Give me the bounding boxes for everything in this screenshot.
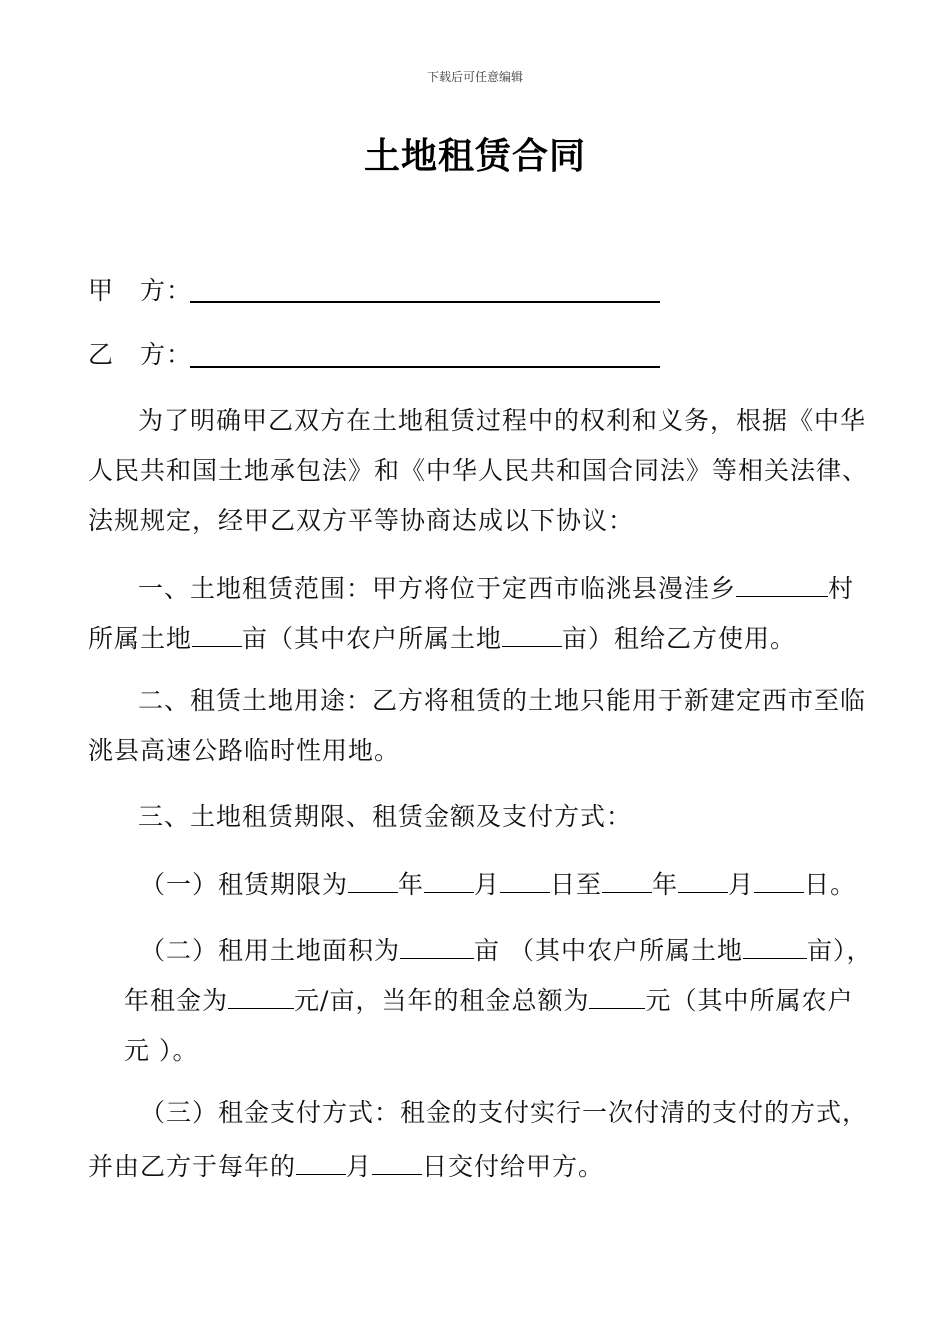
term-day: 日至 <box>550 870 603 899</box>
party-a-label: 甲 方： <box>88 276 193 305</box>
area-farmer: 亩 （其中农户所属土地 <box>474 936 743 965</box>
payment-line-2 <box>88 1150 604 1182</box>
term-month-2: 月 <box>728 870 755 899</box>
rent-per-mu-blank <box>228 984 294 1009</box>
clause-1-farmer: 亩（其中农户所属土地 <box>242 624 503 653</box>
clause-1-village: 村 <box>828 574 855 603</box>
payment-label: 并由乙方于每年的 <box>88 1152 297 1181</box>
clause-1-end: 亩）租给乙方使用。 <box>562 624 797 653</box>
party-a-blank <box>190 277 660 303</box>
party-b-blank <box>190 342 660 368</box>
start-year-blank <box>348 868 398 893</box>
area-blank <box>192 622 242 647</box>
rent-label: 年租金为 <box>124 986 229 1015</box>
area-line-2 <box>124 984 853 1016</box>
term-year-2: 年 <box>652 870 679 899</box>
clause-1-line-1 <box>138 572 854 604</box>
term-day-2: 日。 <box>804 870 857 899</box>
start-month-blank <box>424 868 474 893</box>
clause-1-text: 一、土地租赁范围：甲方将位于定西市临洮县漫洼乡 <box>138 574 737 603</box>
area-end: 亩）， <box>806 936 873 965</box>
farmer-area-blank <box>502 622 562 647</box>
rent-total-blank <box>589 984 645 1009</box>
clause-3-heading: 三、土地租赁期限、租赁金额及支付方式： <box>138 802 633 831</box>
rent-farmer-label: 元（其中所属农户 <box>645 986 854 1015</box>
term-label: （一）租赁期限为 <box>140 870 349 899</box>
start-day-blank <box>500 868 550 893</box>
end-year-blank <box>602 868 652 893</box>
area-line-3: 元 ）。 <box>124 1036 199 1065</box>
village-blank <box>736 572 828 597</box>
area-label: （二）租用土地面积为 <box>140 936 401 965</box>
end-day-blank <box>754 868 804 893</box>
payment-day-blank <box>372 1150 422 1175</box>
payment-line-1: （三）租金支付方式：租金的支付实行一次付清的支付的方式， <box>140 1098 869 1127</box>
clause-1-land: 所属土地 <box>88 624 193 653</box>
header-note: 下载后可任意编辑 <box>426 70 523 84</box>
payment-end: 日交付给甲方。 <box>422 1152 605 1181</box>
term-month: 月 <box>474 870 501 899</box>
page-title: 土地租赁合同 <box>363 136 586 177</box>
payment-month-blank <box>296 1150 346 1175</box>
preamble-line-2: 人民共和国土地承包法》和《中华人民共和国合同法》等相关法律、 <box>88 456 869 485</box>
party-b-label: 乙 方： <box>88 340 193 369</box>
preamble-line-3: 法规规定，经甲乙双方平等协商达成以下协议： <box>88 506 635 535</box>
payment-month: 月 <box>346 1152 373 1181</box>
rent-total-label: 元/亩，当年的租金总额为 <box>294 986 590 1015</box>
clause-2-line-2: 洮县高速公路临时性用地。 <box>88 736 401 765</box>
end-month-blank <box>678 868 728 893</box>
term-line <box>140 868 856 900</box>
clause-2-line-1: 二、租赁土地用途：乙方将租赁的土地只能用于新建定西市至临 <box>138 686 867 715</box>
term-year: 年 <box>398 870 425 899</box>
preamble-line-1: 为了明确甲乙双方在土地租赁过程中的权利和义务，根据《中华 <box>138 406 867 435</box>
clause-1-line-2 <box>88 622 796 654</box>
rent-area-blank <box>400 934 474 959</box>
area-line-1 <box>140 934 872 966</box>
rent-farmer-area-blank <box>743 934 807 959</box>
